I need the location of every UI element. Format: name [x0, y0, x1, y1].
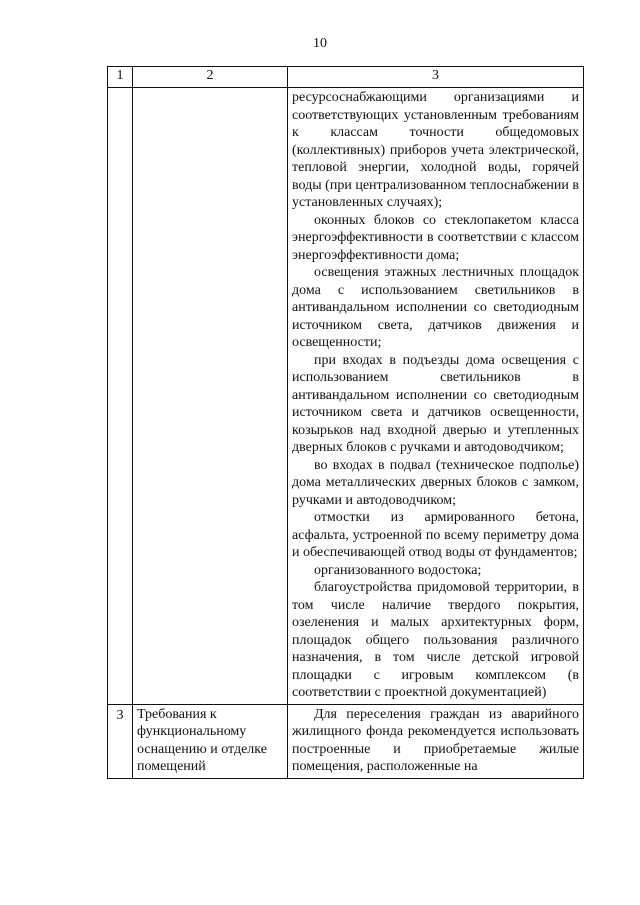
continuation-text-cell	[288, 88, 584, 705]
row-name-cell-empty	[133, 88, 288, 705]
row-number: 3	[108, 704, 133, 778]
paragraph: при входах в подъезды дома освещения с использованием светильников в антивандальном исполнении со светодиодным источником света и датчиков освещенности, козырьков над входной дверью и утепленных дверных блоков с ручками и автодоводчиком;	[292, 352, 579, 455]
requirements-table	[107, 66, 584, 779]
paragraph: во входах в подвал (техническое подполье) дома металлических дверных блоков с замком, ручками и автодоводчиком;	[292, 457, 579, 508]
paragraph: Для переселения граждан из аварийного жилищного фонда рекомендуется использовать построенные и приобретаемые жилые помещения, расположенные на	[292, 706, 579, 774]
column-header-3: 3	[288, 67, 584, 88]
page-number: 10	[313, 36, 327, 51]
row-text-cell	[288, 704, 584, 778]
column-header-1: 1	[108, 67, 133, 88]
paragraph: благоустройства придомовой территории, в том числе наличие твердого покрытия, озеленения и малых архитектурных форм, площадок общего пользования различного назначения, в том числе детской игровой площадки с игровым комплексом (в соответствии с проектной документацией)	[292, 580, 579, 700]
table-row-3	[108, 704, 584, 778]
paragraph: освещения этажных лестничных площадок дома с использованием светильников в антивандальном исполнении со светодиодным источником света, датчиков движения и освещенности;	[292, 265, 579, 350]
paragraph: оконных блоков со стеклопакетом класса энергоэффективности в соответствии с классом энергоэффективности дома;	[292, 212, 579, 263]
paragraph: организованного водостока;	[314, 562, 482, 578]
table-row-continuation	[108, 88, 584, 705]
paragraph: отмостки из армированного бетона, асфальта, устроенной по всему периметру дома и обеспечивающей отвод воды от фундаментов;	[292, 510, 579, 560]
column-header-2: 2	[133, 67, 288, 88]
row-number-cell-empty	[108, 88, 133, 705]
row-name: Требования к функциональному оснащению и отделке помещений	[133, 704, 288, 778]
table-header-row	[108, 67, 584, 88]
paragraph: ресурсоснабжающими организациями и соответствующих установленным требованиям к классам точности общедомовых (коллективных) приборов учета электрической, тепловой энергии, холодной воды, горячей воды (при централизованном теплоснабжении в установленных случаях);	[292, 90, 579, 210]
